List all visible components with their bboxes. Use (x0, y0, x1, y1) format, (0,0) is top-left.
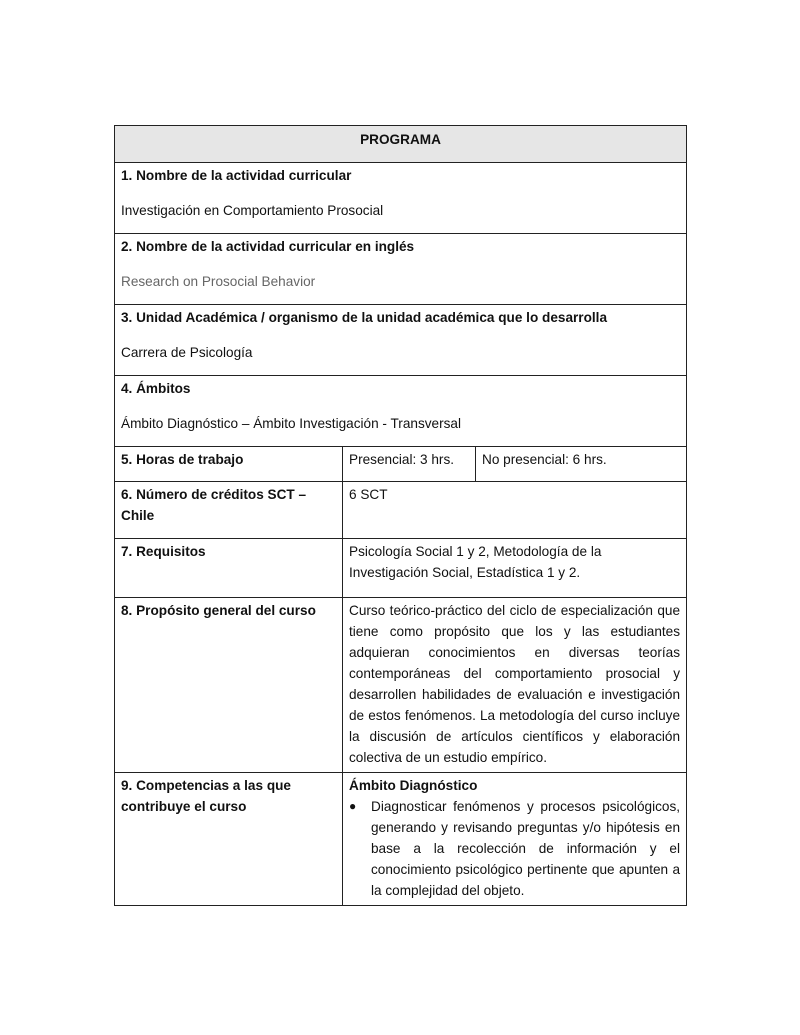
competencies-row (115, 773, 687, 906)
requisites-value: Psicología Social 1 y 2, Metodología de la Investigación Social, Estadística 1 y 2. (343, 539, 687, 598)
section-4-value: Ámbito Diagnóstico – Ámbito Investigación - Transversal (121, 416, 461, 431)
section-3-title: 3. Unidad Académica / organismo de la unidad académica que lo desarrolla (121, 310, 608, 325)
competency-item-text: Diagnosticar fenómenos y procesos psicológicos, generando y revisando preguntas y/o hipótesis en base a la recolección de información y el conocimiento psicológico pertinente que apunten a la complejidad del objeto. (371, 799, 681, 898)
header-row (115, 126, 687, 163)
purpose-label: 8. Propósito general del curso (115, 598, 343, 773)
section-3-row (115, 305, 687, 376)
credits-value: 6 SCT (343, 482, 687, 539)
section-1-row (115, 163, 687, 234)
bullet-icon: ● (349, 799, 357, 813)
credits-label: 6. Número de créditos SCT – Chile (115, 482, 343, 539)
section-4-title: 4. Ámbitos (121, 381, 191, 396)
hours-row (115, 447, 687, 482)
section-3-value: Carrera de Psicología (121, 345, 253, 360)
hours-presencial: Presencial: 3 hrs. (343, 447, 476, 482)
competencies-cell (343, 773, 687, 906)
section-1-title: 1. Nombre de la actividad curricular (121, 168, 352, 183)
purpose-row (115, 598, 687, 773)
section-2-title: 2. Nombre de la actividad curricular en inglés (121, 239, 415, 254)
competencies-label: 9. Competencias a las que contribuye el curso (115, 773, 343, 906)
competency-item (349, 796, 680, 901)
program-table (114, 125, 687, 906)
section-1-value: Investigación en Comportamiento Prosocial (121, 203, 384, 218)
credits-row (115, 482, 687, 539)
section-2-value: Research on Prosocial Behavior (121, 274, 316, 289)
table-header: PROGRAMA (115, 126, 687, 163)
program-table-frame (114, 125, 686, 906)
hours-no-presencial: No presencial: 6 hrs. (476, 447, 687, 482)
section-2-row (115, 234, 687, 305)
requisites-label: 7. Requisitos (115, 539, 343, 598)
requisites-row (115, 539, 687, 598)
section-4-row (115, 376, 687, 447)
hours-label: 5. Horas de trabajo (115, 447, 343, 482)
purpose-value: Curso teórico-práctico del ciclo de especialización que tiene como propósito que los y las estudiantes adquieran conocimientos en diversas teorías contemporáneas del comportamiento prosocial y desarrollen habilidades de evaluación e investigación de estos fenómenos. La metodología del curso incluye la discusión de artículos científicos y elaboración colectiva de un estudio empírico. (343, 598, 687, 773)
competencies-area-title: Ámbito Diagnóstico (349, 778, 478, 793)
